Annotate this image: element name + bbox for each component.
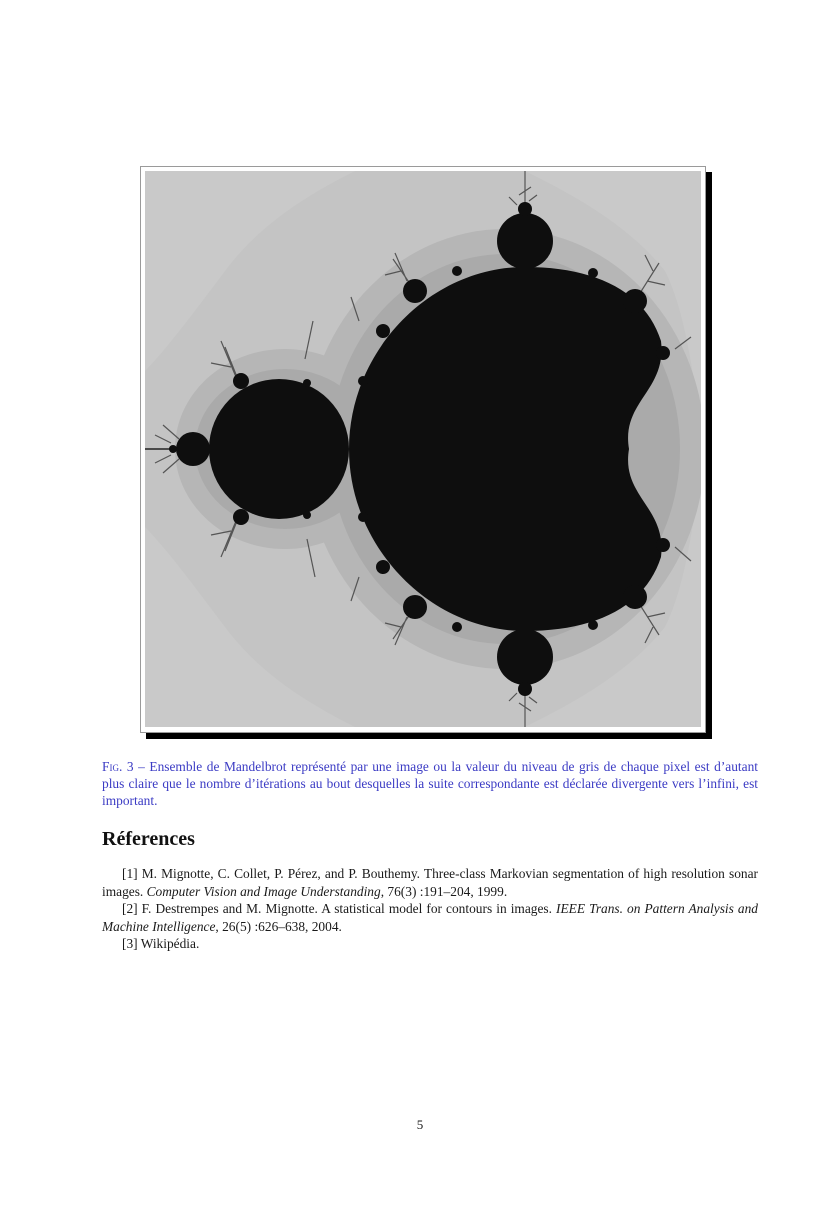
caption-separator: – <box>133 759 150 774</box>
references-heading: Réferences <box>102 828 195 850</box>
period-4-bulb <box>176 432 210 466</box>
caption-text: Ensemble de Mandelbrot représenté par une image ou la valeur du niveau de gris de chaque pixel est d’autant plus claire que le nombre d’itérations au bout desquelles la suite correspondante est déclarée divergente vers l’infini, est important. <box>102 759 758 808</box>
reference-number: [2] <box>122 901 138 916</box>
mandelbrot-image <box>145 171 701 727</box>
figure-frame <box>140 166 706 733</box>
reference-number: [1] <box>122 866 138 881</box>
reference-venue: IEEE Trans. on Pattern Analysis and Machine Intelligence <box>102 901 758 934</box>
period-3-bulb-top <box>497 213 553 269</box>
reference-venue: Computer Vision and Image Understanding <box>146 883 381 899</box>
figure-caption <box>102 758 758 809</box>
figure-label: Fig. 3 <box>102 759 134 774</box>
references-list <box>102 865 758 953</box>
reference-details: , 76(3) :191–204, 1999. <box>380 883 508 899</box>
reference-item <box>102 935 758 953</box>
reference-item <box>102 865 758 900</box>
reference-text: M. Mignotte, C. Collet, P. Pérez, and P. Bouthemy. Three-class Markovian segmentation of high resolution sonar images. <box>102 866 758 899</box>
page-number: 5 <box>416 1117 424 1132</box>
reference-item <box>102 900 758 935</box>
reference-text: Wikipédia. <box>137 936 200 951</box>
reference-text: F. Destrempes and M. Mignotte. A statistical model for contours in images. <box>137 901 557 916</box>
period-2-bulb <box>209 379 349 519</box>
reference-details: , 26(5) :626–638, 2004. <box>215 918 342 934</box>
reference-number: [3] <box>122 936 138 951</box>
period-3-bulb-bottom <box>497 629 553 685</box>
